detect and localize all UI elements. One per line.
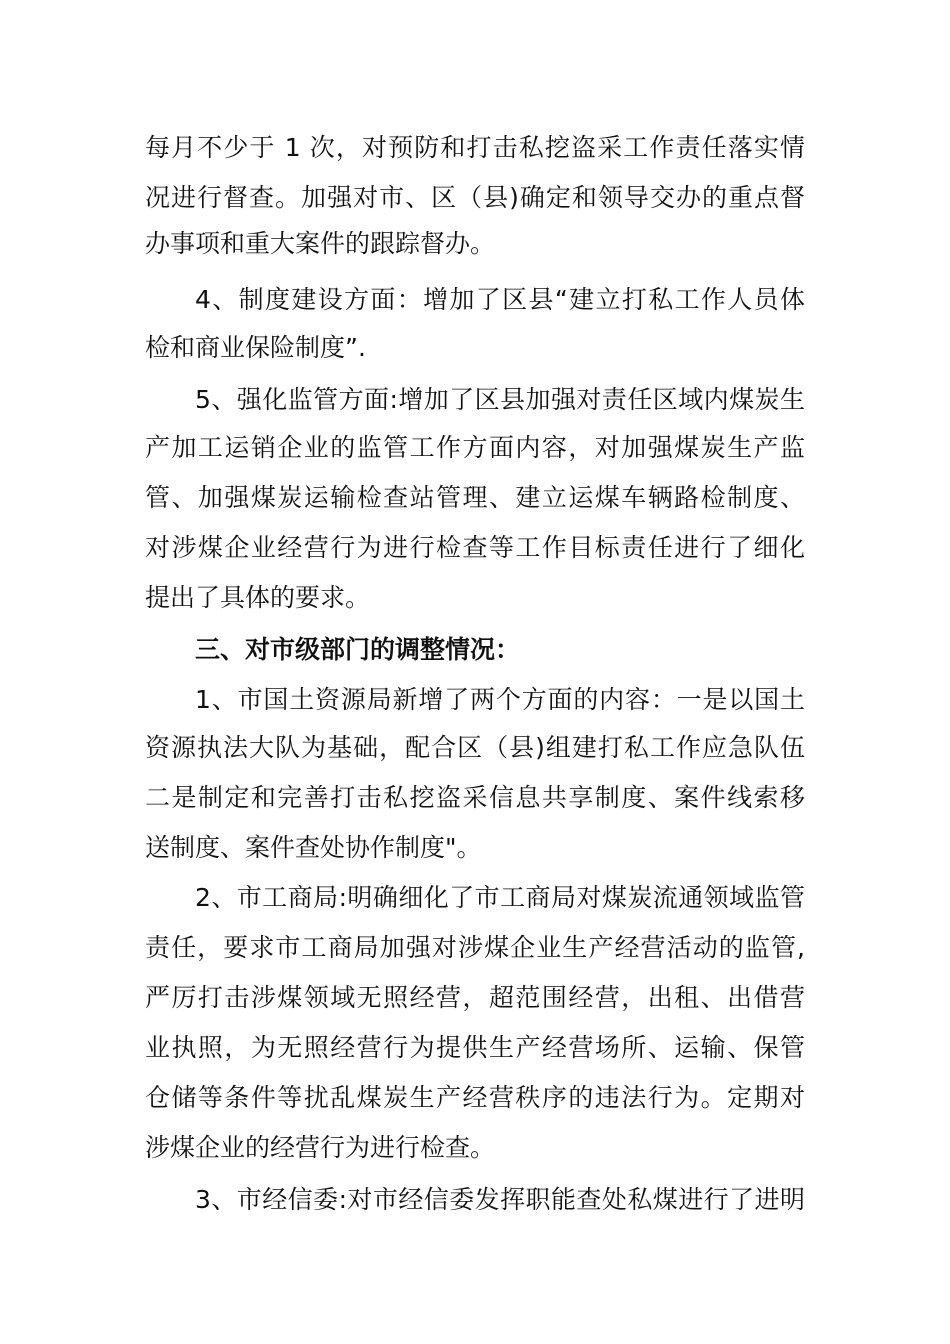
text-line-12: 1、市国土资源局新增了两个方面的内容：一是以国土 xyxy=(195,685,805,714)
text-line-5: 检和商业保险制度”. xyxy=(145,333,366,362)
text-line-10: 提出了具体的要求。 xyxy=(145,583,371,612)
text-line-18: 严厉打击涉煤领域无照经营，超范围经营，出租、出借营 xyxy=(145,983,805,1012)
text-line-22: 3、市经信委:对市经信委发挥职能查处私煤进行了进明 xyxy=(195,1185,805,1214)
text-line-9: 对涉煤企业经营行为进行检查等工作目标责任进行了细化 xyxy=(145,533,805,562)
text-line-1: 每月不少于 1 次，对预防和打击私挖盗采工作责任落实情 xyxy=(145,133,805,162)
text-line-20: 仓储等条件等扰乱煤炭生产经营秩序的违法行为。定期对 xyxy=(145,1083,805,1112)
text-line-3: 办事项和重大案件的跟踪督办。 xyxy=(145,229,496,258)
text-line-19: 业执照，为无照经营行为提供生产经营场所、运输、保管 xyxy=(145,1033,805,1062)
text-line-15: 送制度、案件查处协作制度"。 xyxy=(145,833,482,862)
text-line-4: 4、制度建设方面：增加了区县“建立打私工作人员体 xyxy=(195,285,805,314)
text-line-17: 责任，要求市工商局加强对涉煤企业生产经营活动的监管, xyxy=(145,933,805,962)
text-line-2: 况进行督查。加强对市、区（县)确定和领导交办的重点督 xyxy=(145,183,805,212)
text-line-13: 资源执法大队为基础，配合区（县)组建打私工作应急队伍 xyxy=(145,733,805,762)
text-line-6: 5、强化监管方面:增加了区县加强对责任区域内煤炭生 xyxy=(195,385,805,414)
text-line-21: 涉煤企业的经营行为进行检查。 xyxy=(145,1133,496,1162)
section-heading: 三、对市级部门的调整情况： xyxy=(195,635,521,664)
text-line-7: 产加工运销企业的监管工作方面内容，对加强煤炭生产监 xyxy=(145,433,805,462)
text-line-16: 2、市工商局:明确细化了市工商局对煤炭流通领域监管 xyxy=(195,883,805,912)
text-line-8: 管、加强煤炭运输检查站管理、建立运煤车辆路检制度、 xyxy=(145,483,805,512)
text-line-14: 二是制定和完善打击私挖盗采信息共享制度、案件线索移 xyxy=(145,783,805,812)
